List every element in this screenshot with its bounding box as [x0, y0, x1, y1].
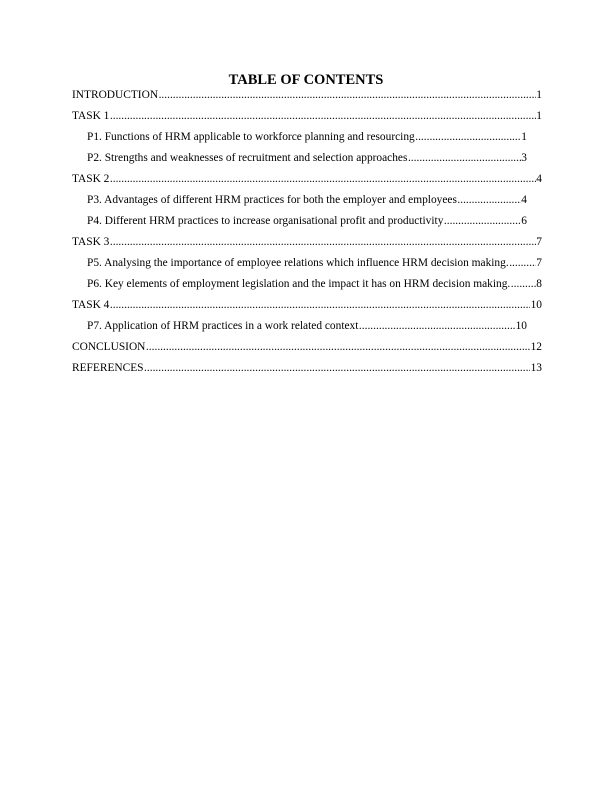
toc-title: TABLE OF CONTENTS	[228, 72, 384, 88]
toc-entry-label: P7. Application of HRM practices in a work related context	[87, 320, 359, 332]
toc-leader-dots	[359, 319, 515, 333]
toc-leader-dots	[144, 361, 530, 375]
toc-entry-page: 4	[521, 194, 527, 206]
toc-leader-dots	[509, 256, 536, 270]
toc-entry-page: 10	[515, 320, 527, 332]
toc-entry-label: INTRODUCTION	[72, 89, 159, 101]
toc-entry-task-2[interactable]	[72, 172, 542, 186]
toc-entry-page: 1	[521, 131, 527, 143]
toc-entry-page: 6	[521, 215, 527, 227]
toc-leader-dots	[457, 193, 520, 207]
toc-entry-p4[interactable]	[87, 214, 527, 228]
toc-entry-p2[interactable]	[87, 151, 527, 165]
toc-leader-dots	[444, 214, 521, 228]
toc-entry-conclusion[interactable]	[72, 340, 542, 354]
toc-entry-p7[interactable]	[87, 319, 527, 333]
toc-entry-page: 7	[536, 257, 542, 269]
toc-entry-p1[interactable]	[87, 130, 527, 144]
toc-entry-introduction[interactable]	[72, 88, 542, 102]
toc-leader-dots	[110, 172, 536, 186]
toc-entry-label: TASK 3	[72, 236, 110, 248]
toc-entry-page: 4	[536, 173, 542, 185]
toc-leader-dots	[110, 298, 530, 312]
toc-leader-dots	[110, 235, 536, 249]
toc-leader-dots	[415, 130, 521, 144]
toc-entry-page: 10	[530, 299, 542, 311]
toc-entry-task-4[interactable]	[72, 298, 542, 312]
toc-entry-p3[interactable]	[87, 193, 527, 207]
toc-leader-dots	[146, 340, 530, 354]
toc-entry-references[interactable]	[72, 361, 542, 375]
toc-entry-p5[interactable]	[87, 256, 542, 270]
toc-leader-dots	[110, 109, 536, 123]
toc-entry-label: P1. Functions of HRM applicable to workforce planning and resourcing	[87, 131, 415, 143]
toc-entry-label: TASK 1	[72, 110, 110, 122]
toc-entry-label: P6. Key elements of employment legislation and the impact it has on HRM decision making.	[87, 278, 511, 290]
toc-entry-task-3[interactable]	[72, 235, 542, 249]
toc-entry-label: P2. Strengths and weaknesses of recruitment and selection approaches	[87, 152, 408, 164]
toc-leader-dots	[511, 277, 536, 291]
toc-entry-page: 3	[521, 152, 527, 164]
toc-leader-dots	[408, 151, 521, 165]
toc-entry-task-1[interactable]	[72, 109, 542, 123]
toc-entry-label: REFERENCES	[72, 362, 144, 374]
toc-entry-p6[interactable]	[87, 277, 542, 291]
toc-entry-label: TASK 2	[72, 173, 110, 185]
toc-entry-label: CONCLUSION	[72, 341, 146, 353]
toc-entry-page: 8	[536, 278, 542, 290]
toc-entry-page: 12	[530, 341, 542, 353]
toc-entry-page: 1	[536, 89, 542, 101]
toc-entry-label: TASK 4	[72, 299, 110, 311]
toc-entry-page: 13	[530, 362, 542, 374]
toc-entry-page: 1	[536, 110, 542, 122]
toc-entry-page: 7	[536, 236, 542, 248]
toc-entry-label: P5. Analysing the importance of employee relations which influence HRM decision making.	[87, 257, 509, 269]
toc-entry-label: P3. Advantages of different HRM practices for both the employer and employees	[87, 194, 457, 206]
toc-leader-dots	[159, 88, 536, 102]
toc-entry-label: P4. Different HRM practices to increase organisational profit and productivity	[87, 215, 444, 227]
